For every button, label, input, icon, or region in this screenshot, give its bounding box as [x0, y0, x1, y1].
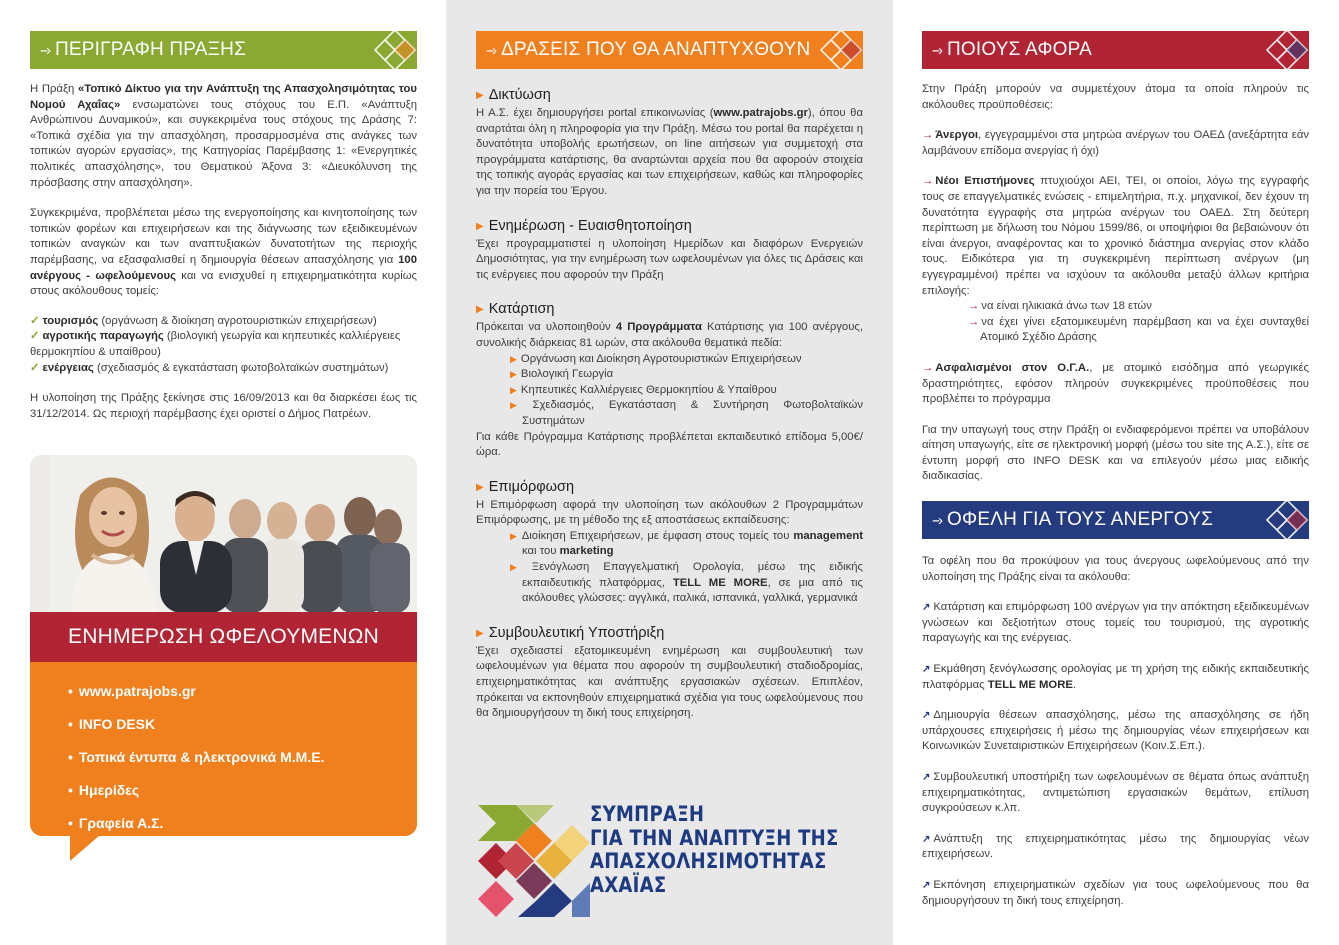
- group-name: Ασφαλισμένοι στον Ο.Γ.Α.: [935, 361, 1090, 374]
- text: ενσωματώνει τους στόχους του Ε.Π. «Ανάπτυξη Ανθρώπινου Δυναμικού», και συγκεκριμένα τους στόχους της Δράσης 7: «Τοπικά σχέδια για την απασχόληση, προσαρμοσμένα στις ανάγκες των τοπικών αγορών εργασίας», της Κατηγορίας Παρέμβασης 1: «Ενεργητικές πολιτικές απασχόλησης», του Θεματικού Άξονα 3: «Διευκόλυνση της πρόσβασης στην απασχόληση».: [30, 98, 418, 189]
- triangle-icon: ▶: [510, 562, 528, 573]
- group-text: , εγγεγραμμένοι στα μητρώα ανέργων του ΟΑΕΔ (ανεξάρτητα εάν λαμβάνουν επίδομα ανεργίας ή όχι): [922, 129, 1309, 157]
- logo-mark-icon: [476, 805, 594, 917]
- text: Ξενόγλωση Επαγγελματική Ορολογία, μέσω της ειδικής εκπαιδευτικής πλατφόρμας,: [522, 561, 863, 589]
- arrow-icon: →: [968, 315, 980, 328]
- triangle-icon: ▶: [510, 400, 529, 411]
- programs-count: 4 Προγράμματα: [615, 321, 702, 334]
- sector-name: αγροτικής παραγωγής: [42, 330, 164, 343]
- group-name: Άνεργοι: [935, 129, 978, 142]
- sector-name: ενέργειας: [42, 361, 94, 374]
- header-perigrafi: [30, 31, 417, 69]
- platform-name: TELL ME MORE: [987, 678, 1073, 691]
- bullet-icon: •: [68, 782, 73, 798]
- criteria-label: να έχει γίνει εξατομικευμένη παρέμβαση και να έχει συνταχθεί Ατομικό Σχέδιο Δράσης: [980, 315, 1309, 344]
- triangle-icon: ▶: [476, 481, 484, 493]
- speech-bubble-tail: [70, 835, 100, 861]
- arrow-icon: --›: [486, 41, 495, 59]
- triangle-icon: ▶: [510, 384, 517, 395]
- logo-line: ΑΧΑΪΑΣ: [590, 872, 667, 897]
- criteria-label: να είναι ηλικιακά άνω των 18 ετών: [981, 300, 1152, 313]
- benefits-intro: Τα οφέλη που θα προκύψουν για τους άνεργους ωφελούμενους από την υλοποίηση της Πράξης είναι τα ακόλουθα:: [922, 555, 1309, 583]
- description-text: [30, 82, 417, 437]
- column-description: [0, 0, 446, 945]
- lattice-icon: [1265, 501, 1309, 539]
- section-text: [476, 320, 863, 351]
- header-title: ΠΕΡΙΓΡΑΦΗ ΠΡΑΞΗΣ: [55, 39, 247, 60]
- text: .: [1072, 678, 1077, 691]
- keyword: marketing: [559, 545, 614, 558]
- logo-line: ΣΥΜΠΡΑΞΗ: [590, 802, 705, 826]
- arrow-icon: →: [922, 129, 934, 142]
- benefit-item: [922, 600, 1309, 647]
- arrow-icon: →: [968, 300, 980, 313]
- section-text: Έχει σχεδιαστεί εξατομικευμένη ενημέρωση και συμβουλευτική των ωφελουμένων για θέματα που αφορούν τη συμβουλευτική σταδιοδρομίας, επιχειρηματικότητας και ανάπτυξης εργασιακών σχέσεων. Επιπλέον, πρόκειται να εκπονηθούν επιχειρηματικά σχέδια για τους ωφελούμενους που θα δημιουργήσουν τη δική τους επιχείρηση.: [476, 644, 863, 720]
- benefit-item: [922, 878, 1309, 909]
- header-ofeli: [922, 501, 1309, 539]
- arrow-icon: →: [922, 361, 934, 374]
- benefit-text: Συμβουλευτική υποστήριξη των ωφελουμένων σε θέματα όπως ανάπτυξη επιχειρηματικότητας, αντιμετώπιση εργασιακών θεμάτων, επίλυση συγκρούσεων κ.λπ.: [922, 770, 1309, 815]
- section-title: Ενημέρωση - Ευαισθητοποίηση: [488, 217, 692, 234]
- training-item: [476, 383, 863, 399]
- arrow-ne-icon: ↗: [922, 663, 931, 675]
- arrow-ne-icon: ↗: [922, 879, 931, 891]
- bullet-icon: •: [68, 749, 73, 765]
- text: Συγκεκριμένα, προβλέπεται μέσω της ενεργοποίησης και κινητοποίησης των τοπικών φορέων και επιχειρήσεων και της διάγνωσης των εξειδικευμένων τοπικών αναγκών και των αναπτυξιακών δυνατοτήτων της περιοχής παρέμβασης, να εξασφαλισθεί η δημιουργία θέσεων απασχόλησης για: [30, 207, 417, 266]
- paragraph-dates: Η υλοποίηση της Πράξης ξεκίνησε στις 16/09/2013 και θα διαρκέσει έως τις 31/12/2014. Ως περιοχή παρέμβασης έχει οριστεί ο Δήμος Πατρέων.: [30, 392, 417, 420]
- header-title: ΔΡΑΣΕΙΣ ΠΟΥ ΘΑ ΑΝΑΠΤΥΧΘΟΥΝ: [501, 39, 811, 60]
- sector-text: (σχεδιασμός & εγκατάσταση φωτοβολταϊκών συστημάτων): [93, 361, 389, 374]
- project-name: «Τοπικό Δίκτυο για την Ανάπτυξη της Απασχολησιμότητας του Νομού Αχαΐας»: [30, 83, 417, 111]
- info-item-label: www.patrajobs.gr: [78, 683, 196, 699]
- benefits-text: [922, 554, 1309, 924]
- arrow-ne-icon: ↗: [922, 710, 931, 722]
- check-icon: ✓: [30, 314, 40, 327]
- group-name: Νέοι Επιστήμονες: [935, 175, 1035, 188]
- portal-link: www.patrajobs.gr: [713, 107, 808, 119]
- text: Κατάρτισης για 100 ανέργους, συνολικής διάρκειας 81 ωρών, στα ακόλουθα θεματικά πεδία:: [476, 321, 863, 349]
- header-title: ΟΦΕΛΗ ΓΙΑ ΤΟΥΣ ΑΝΕΡΓΟΥΣ: [947, 509, 1214, 530]
- benefit-item: [922, 708, 1309, 755]
- text: Η Πράξη: [30, 83, 78, 95]
- header-title: ΠΟΙΟΥΣ ΑΦΟΡΑ: [947, 39, 1092, 60]
- lattice-icon: [1265, 31, 1309, 69]
- lattice-icon: [819, 31, 863, 69]
- section-title: Δικτύωση: [488, 87, 551, 103]
- triangle-icon: ▶: [476, 304, 484, 316]
- apply-text: Για την υπαγωγή τους στην Πράξη οι ενδιαφερόμενοι πρέπει να υποβάλουν αίτηση υπαγωγής, είτε σε ηλεκτρονική μορφή (μέσω του site της Α.Σ.), είτε σε έντυπη μορφή στο INFO DESK και να επιλεγούν μέσω μιας ειδικής διαδικασίας.: [922, 423, 1309, 483]
- benefit-text: Κατάρτιση και επιμόρφωση 100 ανέργων για την απόκτηση εξειδικευμένων γνώσεων και δεξιοτήτων στους τομείς του τουρισμού, της αγροτικής παραγωγής και της ενέργειας.: [922, 601, 1309, 645]
- text: και του: [522, 545, 560, 558]
- lattice-icon: [373, 31, 417, 69]
- section-diktyosi: [476, 86, 863, 106]
- section-enimerosi: [476, 217, 863, 237]
- benefit-item: [922, 662, 1309, 693]
- info-item: [68, 682, 417, 700]
- keyword: management: [793, 529, 864, 542]
- beneficiaries-count: 100 ανέργους - ωφελούμενους: [30, 253, 417, 282]
- sector-text: (βιολογική γεωργία και κηπευτικές καλλιέργειες θερμοκηπίου & υπαίθρου): [30, 330, 401, 358]
- arrow-icon: --›: [932, 511, 941, 529]
- arrow-ne-icon: ↗: [922, 602, 931, 614]
- text: , σε μια από τις ακόλουθες γλώσσες: αγγλικά, ιταλικά, ισπανικά, γαλλικά, γερμανικά: [522, 576, 863, 605]
- section-title: Επιμόρφωση: [488, 478, 575, 495]
- benefit-item: [922, 770, 1309, 817]
- group-young-scientists: [922, 174, 1309, 299]
- team-photo: [30, 455, 417, 613]
- info-item: [68, 814, 417, 832]
- actions-text: [476, 86, 863, 737]
- training-allowance: Για κάθε Πρόγραμμα Κατάρτισης προβλέπεται εκπαιδευτικό επίδομα 5,00€/ώρα.: [476, 430, 863, 459]
- paragraph-specific: [30, 206, 417, 300]
- education-item: [476, 560, 863, 607]
- info-item-label: Γραφεία Α.Σ.: [78, 815, 164, 831]
- header-poious-afora: [922, 31, 1309, 69]
- column-target: [893, 0, 1339, 945]
- sector-list: [30, 314, 417, 376]
- criteria-item: [922, 299, 1309, 315]
- info-item-label: Τοπικά έντυπα & ηλεκτρονικά Μ.Μ.Ε.: [78, 749, 325, 765]
- arrow-icon: --›: [932, 41, 941, 59]
- sector-text: (οργάνωση & διοίκηση αγροτουριστικών επιχειρήσεων): [98, 314, 377, 327]
- triangle-icon: ▶: [510, 369, 517, 380]
- training-label: Οργάνωση και Διοίκηση Αγροτουριστικών Επιχειρήσεων: [520, 352, 802, 365]
- section-symvouleftiki: [476, 624, 863, 644]
- benefit-text: Ανάπτυξη της επιχειρηματικότητας μέσω της δημιουργίας νέων επιχειρήσεων.: [922, 832, 1309, 861]
- check-icon: ✓: [30, 361, 40, 374]
- benefit-text: Δημιουργία θέσεων απασχόλησης, μέσω της απασχόλησης σε ήδη υπάρχουσες επιχειρήσεις ή μέσω της δημιουργίας νέων επιχειρήσεων και Κοινωνικών Συνεταιριστικών Επιχειρήσεων (Κοιν.Σ.Επ.).: [922, 709, 1309, 753]
- benefit-item: [922, 832, 1309, 863]
- section-katartisi: [476, 300, 863, 320]
- section-epimorfosi: [476, 478, 863, 498]
- section-title: Κατάρτιση: [488, 301, 555, 318]
- education-item: [476, 529, 863, 560]
- info-box: [30, 662, 417, 836]
- arrow-ne-icon: ↗: [922, 771, 931, 783]
- target-intro: Στην Πράξη μπορούν να συμμετέχουν άτομα τα οποία πληρούν τις ακόλουθες προϋποθέσεις:: [922, 83, 1309, 111]
- logo-line: ΑΠΑΣΧΟΛΗΣΙΜΟΤΗΤΑΣ: [590, 849, 827, 873]
- triangle-icon: ▶: [476, 220, 484, 232]
- section-text: [476, 106, 863, 200]
- bullet-icon: •: [68, 815, 73, 831]
- criteria-item: [922, 315, 1309, 346]
- benefit-text: Εκμάθηση ξενόγλωσσης ορολογίας με τη χρήση της ειδικής εκπαιδευτικής πλατφόρμας: [922, 662, 1309, 691]
- info-item: [68, 781, 417, 799]
- sector-name: τουρισμός: [42, 314, 99, 327]
- header-draseis: [476, 31, 863, 69]
- check-icon: ✓: [30, 330, 40, 343]
- triangle-icon: ▶: [476, 627, 484, 639]
- info-item-label: INFO DESK: [78, 716, 156, 732]
- info-box-header: [30, 612, 417, 662]
- training-item: [476, 398, 863, 429]
- text: ), όπου θα αναρτάται όλη η πληροφορία για την Πράξη. Μέσω του portal θα παρέχεται η δυνατότητα υποβολής ερωτήσεων, on line αιτήσεων για συμμετοχή στα προγράμματα κατάρτισης, θα αναρτώνται αρχεία που θα αφορούν στοιχεία της τοπικής αγοράς εργασίας και των επιχειρήσεων, καθώς και πληροφορίες για την πορεία του Έργου.: [476, 107, 863, 197]
- paragraph-intro: [30, 82, 417, 191]
- logo-title: [590, 803, 839, 897]
- training-item: [476, 367, 863, 383]
- group-text: , με ατομικό εισόδημα από γεωργικές δραστηριότητες, εφόσον πληρούν συγκεκριμένες προϋποθέσεις που προβλέπει το πρόγραμμα: [922, 361, 1310, 406]
- training-item: [476, 352, 863, 368]
- training-label: Σχεδιασμός, Εγκατάσταση & Συντήρηση Φωτοβολταϊκών Συστημάτων: [522, 399, 864, 427]
- training-label: Βιολογική Γεωργία: [520, 368, 614, 381]
- text: Η Α.Σ. έχει δημιουργήσει portal επικοινωνίας (: [476, 107, 714, 119]
- logo-line: ΓΙΑ ΤΗΝ ΑΝΑΠΤΥΞΗ ΤΗΣ: [590, 825, 839, 850]
- platform-name: TELL ME MORE: [672, 576, 768, 589]
- arrow-ne-icon: ↗: [922, 833, 931, 845]
- info-box-title: ΕΝΗΜΕΡΩΣΗ ΩΦΕΛΟΥΜΕΝΩΝ: [68, 625, 379, 648]
- arrow-icon: --›: [40, 41, 49, 59]
- benefit-text: Εκπόνηση επιχειρηματικών σχεδίων για τους ωφελούμενους που θα δημιουργήσουν τη δική τους επιχείρηση.: [922, 878, 1309, 907]
- training-label: Κηπευτικές Καλλιέργειες Θερμοκηπίου & Υπαίθρου: [520, 383, 777, 396]
- info-item-label: Ημερίδες: [78, 782, 140, 798]
- info-item: [68, 748, 417, 766]
- bullet-icon: •: [68, 683, 73, 699]
- arrow-icon: →: [922, 175, 934, 188]
- group-unemployed: [922, 128, 1309, 159]
- section-title: Συμβουλευτική Υποστήριξη: [488, 624, 665, 641]
- section-text: Η Επιμόρφωση αφορά την υλοποίηση των ακόλουθων 2 Προγραμμάτων Επιμόρφωσης, με τη μέθοδο της εξ αποστάσεως εκπαίδευσης:: [476, 498, 863, 527]
- triangle-icon: ▶: [476, 90, 484, 101]
- sector-item: [30, 329, 417, 360]
- triangle-icon: ▶: [510, 353, 517, 364]
- info-item: [68, 715, 417, 733]
- text: Πρόκειται να υλοποιηθούν: [476, 321, 616, 334]
- triangle-icon: ▶: [510, 530, 518, 541]
- group-text: πτυχιούχοι ΑΕΙ, ΤΕΙ, οι οποίοι, λόγω της εγγραφής τους σε επαγγελματικές ενώσεις - επιμελητήρια, π.χ. μηχανικοί, δεν έχουν τη δυνατότητα εγγραφής στα μητρώα ανέργων του ΟΑΕΔ. Στη δεύτερη περίπτωση με δήλωση του Νόμου 1599/86, οι υποψήφιοι θα βεβαιώνουν ότι είναι άνεργοι, αναφέροντας και το χρονικό διάστημα ανεργίας στον κλάδο τους. Ειδικότερα για τη συγκεκριμένη περίπτωση ανέργων (μη εγγεγραμμένοι) πρέπει να ισχύουν τα ακόλουθα μεταξύ άλλων κριτήρια επιλογής:: [922, 175, 1309, 297]
- text: και να ενισχυθεί η επιχειρηματικότητα κυρίως στους ακόλουθους τομείς:: [30, 269, 418, 298]
- text: Διοίκηση Επιχειρήσεων, με έμφαση στους τομείς του: [521, 529, 794, 542]
- bullet-icon: •: [68, 716, 73, 732]
- sector-item: [30, 314, 417, 330]
- sector-item: [30, 361, 417, 377]
- group-oga: [922, 361, 1309, 408]
- section-text: Έχει προγραμματιστεί η υλοποίηση Ημερίδων και διαφόρων Ενεργειών Δημοσιότητας, για την ενημέρωση των ωφελουμένων για όλες τις Δράσεις και τις ενέργειες που αφορούν την Πράξη: [476, 237, 863, 281]
- target-text: [922, 82, 1309, 500]
